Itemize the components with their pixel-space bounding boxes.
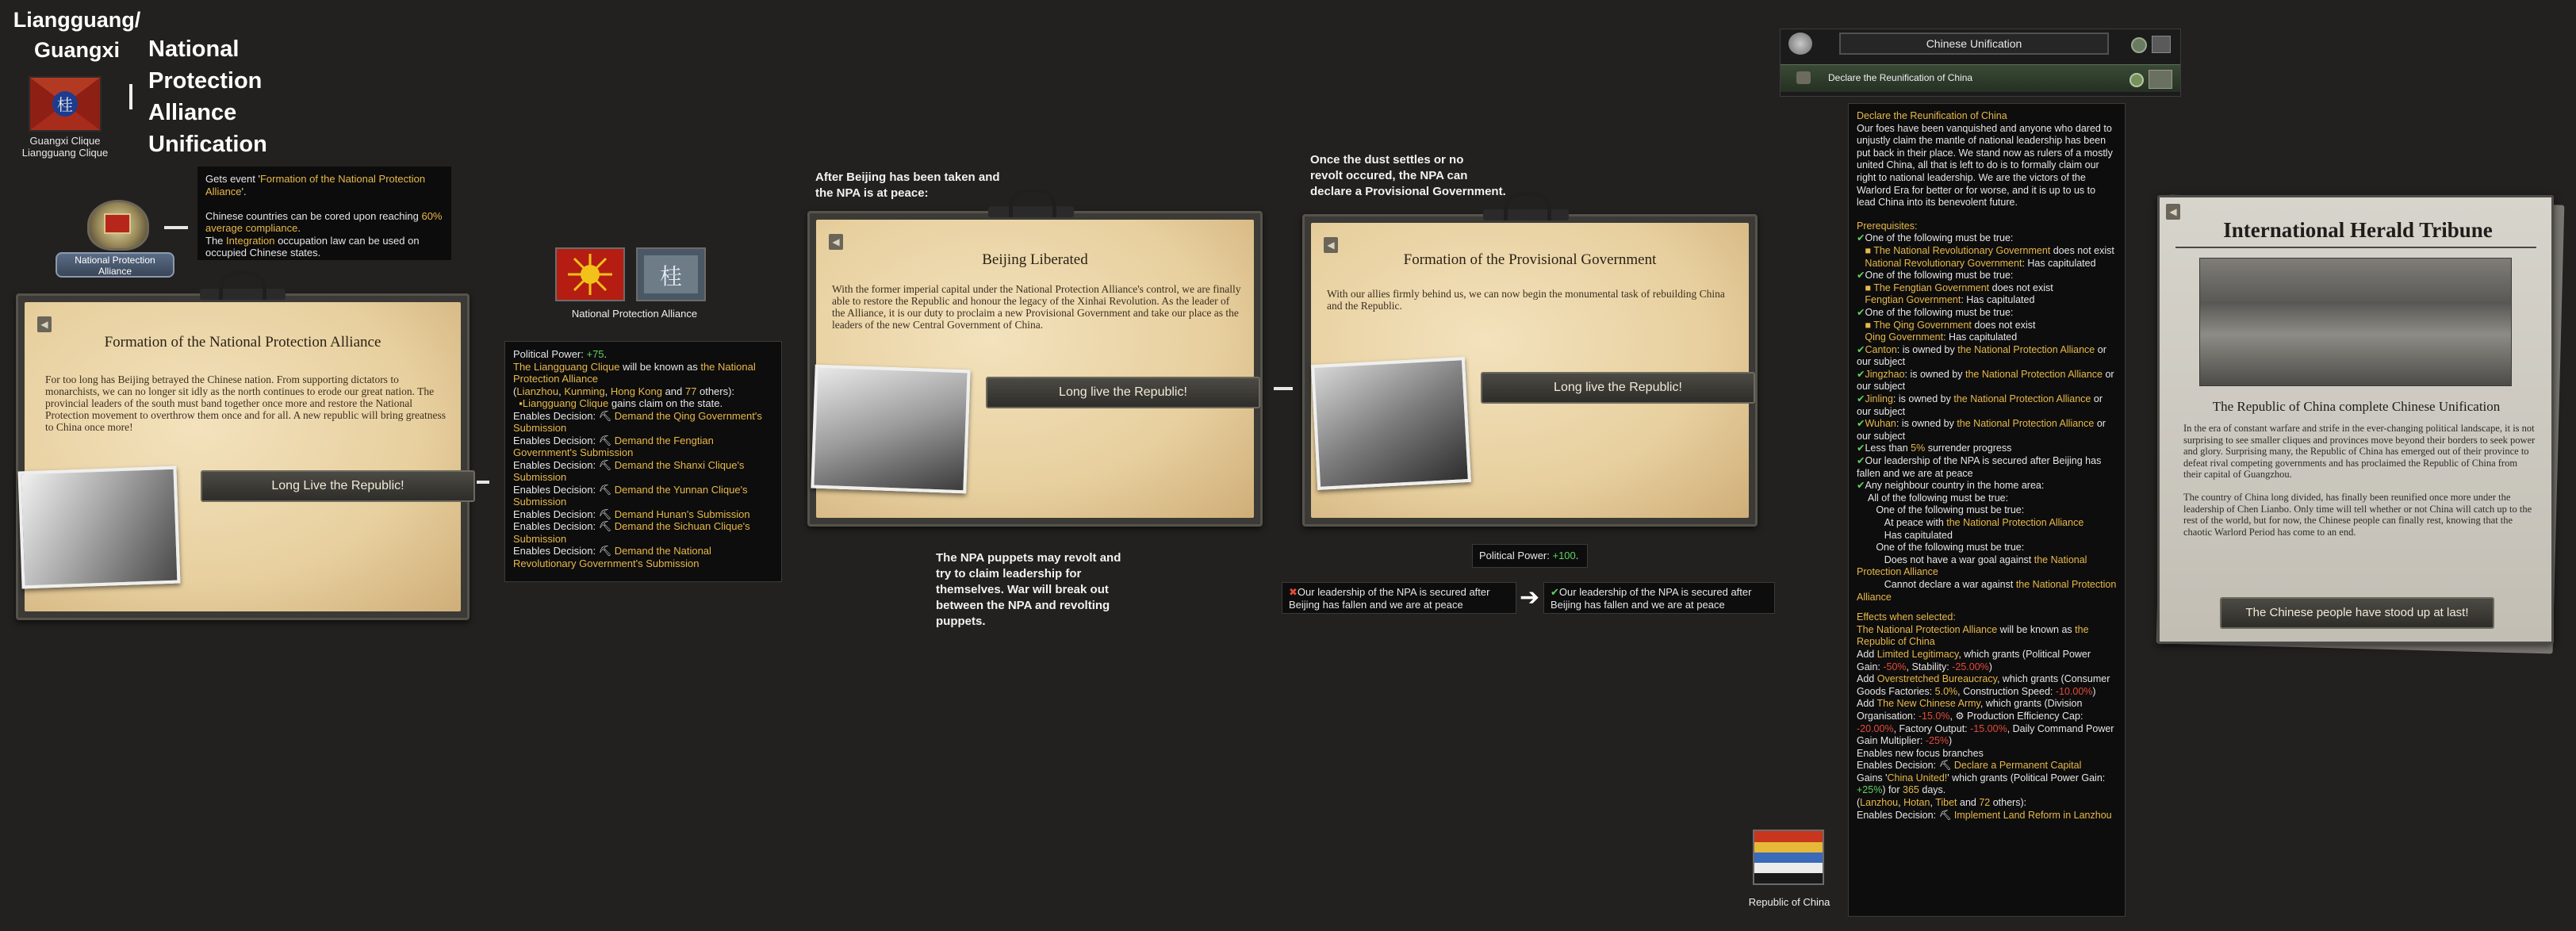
event-photo <box>17 466 180 589</box>
prereq-line: All of the following must be true: <box>1857 492 2009 504</box>
decision-icon <box>1796 71 1811 84</box>
effect-line: Enables Decision: ⛏ Demand the Qing Government's Submission <box>513 409 765 434</box>
effect-line: Enables new focus branches <box>1857 747 1984 759</box>
prereq-line: ✔One of the following must be true: <box>1857 232 2014 244</box>
back-button[interactable]: ◀ <box>1324 237 1338 253</box>
connector-dash <box>164 226 188 229</box>
back-button[interactable]: ◀ <box>37 316 52 332</box>
effect-line: Enables Decision: ⛏ Demand the Shanxi Clique's Submission <box>513 458 748 483</box>
focus-national-protection-alliance[interactable] <box>56 200 182 279</box>
category-toggle-button[interactable] <box>2131 37 2147 53</box>
prereq-header: Prerequisites: <box>1857 220 1918 232</box>
condition-met: ✔Our leadership of the NPA is secured after Beijing has fallen and we are at peace <box>1543 582 1775 614</box>
event-photo <box>1311 357 1471 490</box>
prereq-line: ✔One of the following must be true: <box>1857 270 2014 282</box>
category-icon <box>1788 33 1812 55</box>
guangxi-flag-icon <box>30 78 100 130</box>
npa-emblem-icon <box>638 249 704 300</box>
event-title: Formation of the National Protection Alliance <box>104 334 381 351</box>
prereq-line: ✔Our leadership of the NPA is secured after Beijing has fallen and we are at peace <box>1857 455 2104 479</box>
category-collapse-button[interactable] <box>2152 36 2171 53</box>
arrow-right-icon: ➔ <box>1520 584 1540 611</box>
focus-effects-tooltip <box>504 341 782 582</box>
event-description: For too long has Beijing betrayed the Chinese nation. From supporting dictators to monarchists, we can no longer sit idly as the north continues to erode our great nation. The provincial leaders of the south must band together once more and restore the National Protection movement to overthrow them once and for all. A new republic will bring greatness to China once more! <box>45 374 446 433</box>
prereq-line: Does not have a war goal against the National Protection Alliance <box>1857 554 2090 578</box>
prereq-list <box>1857 232 2117 603</box>
prereq-line: ✔Any neighbour country in the home area: <box>1857 480 2045 492</box>
note-after-beijing: After Beijing has been taken and the NPA is at peace: <box>815 170 1000 200</box>
roc-flag <box>1753 829 1824 885</box>
prereq-line: Has capitulated <box>1857 529 1953 541</box>
event-description: With our allies firmly behind us, we can now begin the monumental task of rebuilding China and the Republic. <box>1327 288 1725 312</box>
effect-line: Political Power: +75. <box>513 348 608 360</box>
prereq-line: At peace with the National Protection Alliance <box>1857 517 2084 528</box>
event-provisional-government <box>1302 214 1758 527</box>
effect-line: Add The New Chinese Army, which grants (Division Organisation: -15.0%, ⚙ Production Efficiency Cap: -20.00%, Factory Output: -15.00%, Daily Command Power Gain Multiplier: -25%) <box>1857 698 2117 747</box>
event-formation-npa <box>16 293 470 620</box>
prereq-line: Qing Government: Has capitulated <box>1857 331 2018 343</box>
npa-flag-icon <box>557 249 623 300</box>
focus-tooltip: Gets event 'Formation of the National Protection Alliance'. Chinese countries can be cored upon reaching 60% average compliance. The Integration occupation law can be used on occupied Chinese states. <box>197 167 451 260</box>
effect-line: ▪Liangguang Clique gains claim on the state. <box>513 397 723 409</box>
prereq-line: ✔One of the following must be true: <box>1857 306 2014 318</box>
newspaper-photo <box>2199 258 2512 386</box>
note-npa-puppets: The NPA puppets may revolt and try to claim leadership for themselves. War will break out between the NPA and revolting puppets. <box>936 551 1121 628</box>
effect-line: Enables Decision: ⛏ Demand the Fengtian Government's Submission <box>513 434 717 458</box>
prereq-line: ✔Jingzhao: is owned by the National Protection Alliance or our subject <box>1857 368 2118 393</box>
connector-dash <box>477 481 489 484</box>
masthead-rule <box>2175 247 2536 248</box>
event-option-button[interactable]: Long Live the Republic! <box>201 470 475 502</box>
guangxi-flag <box>29 76 102 132</box>
npa-flag-1 <box>555 247 625 301</box>
roc-flag-caption: Republic of China <box>1748 896 1830 908</box>
prereq-line: ✔Less than 5% surrender progress <box>1857 443 2012 454</box>
newspaper-headline: The Republic of China complete Chinese Unification <box>2212 399 2501 414</box>
clipboard-clip <box>219 271 266 300</box>
effect-line: Gains 'China United!' which grants (Political Power Gain: +25%) for 365 days. <box>1857 772 2108 796</box>
event-photo <box>811 365 970 494</box>
event-paper <box>1311 223 1749 518</box>
back-button[interactable]: ◀ <box>2166 204 2180 220</box>
effect-line: Enables Decision: ⛏ Declare a Permanent Capital <box>1857 760 2082 772</box>
event-beijing-liberated <box>807 211 1263 527</box>
category-title-bar <box>1839 33 2109 55</box>
effect-line: Enables Decision: ⛏ Demand the Sichuan Clique's Submission <box>513 520 753 545</box>
decision-tooltip-desc: Our foes have been vanquished and anyone who dared to unjustly claim the mantle of national leadership has been put back in their place. We stand now as rulers of a mostly united China, all that is left to do is to formally claim our right to national leadership. We are the victors of the Warlord Era for better or for worse, and it is up to us to lead China into its benevolent future. <box>1857 122 2113 209</box>
event-paper <box>25 302 461 611</box>
effect-line: (Lanzhou, Hotan, Tibet and 72 others): <box>1857 797 2027 809</box>
prereq-line: ■ The Fengtian Government does not exist <box>1857 282 2053 293</box>
effect-line: Enables Decision: ⛏ Demand Hunan's Submission <box>513 508 750 520</box>
svg-text:桂: 桂 <box>659 263 683 289</box>
connector-dash <box>1274 387 1293 390</box>
effects-list <box>513 348 773 569</box>
newspaper-masthead: International Herald Tribune <box>2223 218 2493 242</box>
npa-flag-caption: National Protection Alliance <box>571 308 698 320</box>
event-title: Formation of the Provisional Government <box>1403 251 1657 268</box>
roc-flag-icon <box>1754 831 1823 883</box>
decision-tooltip <box>1848 103 2126 917</box>
decision-effects-list <box>1857 624 2117 822</box>
prereq-line: One of the following must be true: <box>1857 504 2025 516</box>
guangxi-flag-caption: Guangxi Clique Liangguang Clique <box>21 135 109 159</box>
newspaper-option-button[interactable]: The Chinese people have stood up at last! <box>2220 597 2494 629</box>
prereq-line: Cannot declare a war against the National Protection Alliance <box>1857 578 2119 603</box>
decision-status-icon <box>2129 73 2144 87</box>
condition-unmet: ✖Our leadership of the NPA is secured after Beijing has fallen and we are at peace <box>1282 582 1516 614</box>
effect-line: The Liangguang Clique will be known as the National Protection Alliance <box>513 360 759 385</box>
prereq-line: National Revolutionary Government: Has capitulated <box>1857 257 2096 269</box>
effect-line: Add Limited Legitimacy, which grants (Political Power Gain: -50%, Stability: -25.00%) <box>1857 648 2094 672</box>
category-title: Chinese Unification <box>1926 37 2022 50</box>
prereq-line: ✔Wuhan: is owned by the National Protection Alliance or our subject <box>1857 418 2109 442</box>
political-power-tooltip: Political Power: +100. <box>1472 544 1588 568</box>
prereq-line: One of the following must be true: <box>1857 542 2025 554</box>
decision-tooltip-title: Declare the Reunification of China <box>1857 110 2007 121</box>
effect-line: Add Overstretched Bureaucracy, which grants (Consumer Goods Factories: 5.0%, Construction Speed: -10.00%) <box>1857 673 2113 697</box>
newspaper-text: In the era of constant warfare and strife in the ever-changing political landscape, it is not surprising to see smaller cliques and provinces move beyond their borders to seek power and glory. Surprising many, the Republic of China has emerged out of their province to defeat rival competing governments and has proclaimed the Republic of China from their capital of Guangzhou. The country of China long divided, has finally been reunified once more under the leadership of Chen Lianbo. Only time will tell whether or not China will catch up to the rest of the world, but for now, the Chinese people can finally rest, knowing that the chaotic Warlord Period has come to an end. <box>2183 423 2536 538</box>
effect-line: Enables Decision: ⛏ Implement Land Reform in Lanzhou <box>1857 809 2112 821</box>
decision-title: Declare the Reunification of China <box>1828 72 1973 83</box>
note-provisional: Once the dust settles or no revolt occured, the NPA can declare a Provisional Government. <box>1310 153 1506 198</box>
check-icon: ✔ <box>1551 586 1559 598</box>
focus-label: National Protection Alliance <box>56 252 174 278</box>
cross-icon: ✖ <box>1289 586 1298 598</box>
decision-row[interactable] <box>1781 64 2180 92</box>
npa-flag-2 <box>636 247 706 301</box>
focus-icon <box>87 200 149 251</box>
prereq-line: ✔Jinling: is owned by the National Protection Alliance or our subject <box>1857 393 2106 417</box>
prereq-line: ✔Canton: is owned by the National Protection Alliance or our subject <box>1857 343 2110 368</box>
prereq-line: Fengtian Government: Has capitulated <box>1857 294 2035 306</box>
effect-line: Enables Decision: ⛏ Demand the National Revolutionary Government's Submission <box>513 545 715 569</box>
effect-line: Enables Decision: ⛏ Demand the Yunnan Clique's Submission <box>513 483 751 508</box>
effects-header: Effects when selected: <box>1857 611 1956 623</box>
event-paper <box>816 220 1254 518</box>
event-option-button[interactable]: Long live the Republic! <box>1481 372 1755 404</box>
newspaper-event <box>2157 195 2554 644</box>
decision-category-panel[interactable] <box>1780 29 2181 97</box>
tag-name: Liangguang/ Guangxi <box>13 8 141 62</box>
back-button[interactable]: ◀ <box>829 234 843 250</box>
effect-line: The National Protection Alliance will be known as the Republic of China <box>1857 623 2092 648</box>
svg-text:桂: 桂 <box>57 95 73 114</box>
prereq-line: ■ The Qing Government does not exist <box>1857 319 2036 331</box>
prereq-line: ■ The National Revolutionary Government does not exist <box>1857 244 2114 256</box>
header-separator <box>129 84 132 109</box>
event-title: Beijing Liberated <box>982 251 1088 268</box>
clipboard-clip <box>1504 192 1551 220</box>
decision-select-button[interactable] <box>2149 70 2172 89</box>
page-title: National Protection Alliance Unification <box>148 36 267 157</box>
event-option-button[interactable]: Long live the Republic! <box>986 377 1260 408</box>
effect-line: (Lianzhou, Kunming, Hong Kong and 77 others): <box>513 385 735 397</box>
clipboard-clip <box>1009 189 1056 217</box>
event-description: With the former imperial capital under the National Protection Alliance's control, we are finally able to restore the Republic and honour the legacy of the Xinhai Revolution. As the leader of the Alliance, it is our duty to proclaim a new Provisional Government and take our place as the leaders of the new Central Government of China. <box>832 283 1241 331</box>
